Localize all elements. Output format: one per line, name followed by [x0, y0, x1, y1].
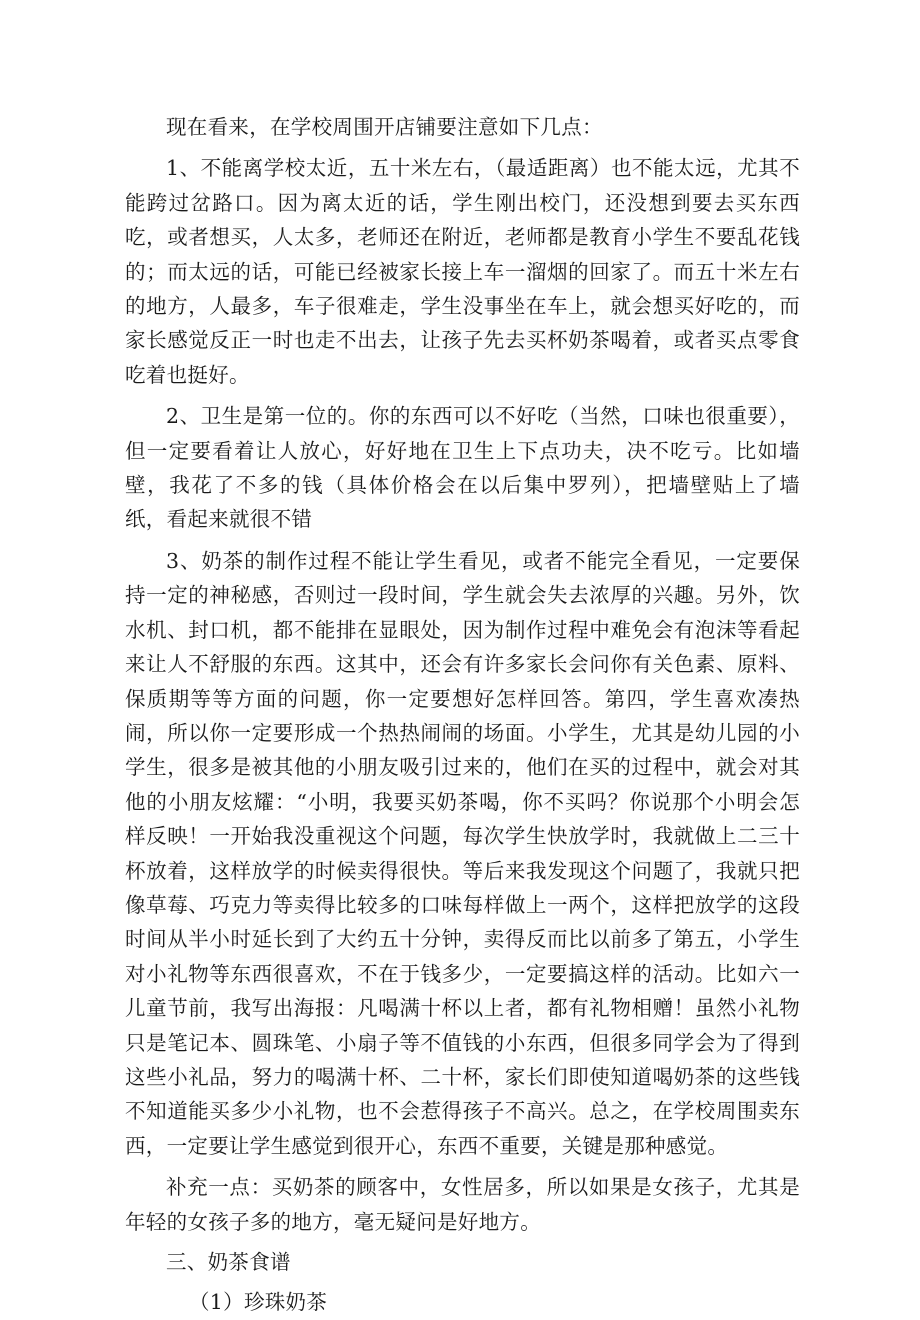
supplement-paragraph: 补充一点：买奶茶的顾客中，女性居多，所以如果是女孩子，尤其是年轻的女孩子多的地方，毫无疑问是好地方。	[125, 1175, 800, 1234]
document-page	[125, 110, 800, 1320]
point-1-paragraph: 1、不能离学校太近，五十米左右，（最适距离）也不能太远，尤其不能跨过岔路口。因为离太近的话，学生刚出校门，还没想到要去买东西吃，或者想买，人太多，老师还在附近，老师都是教育小学生不要乱花钱的；而太远的话，可能已经被家长接上车一溜烟的回家了。而五十米左右的地方，人最多，车子很难走，学生没事坐在车上，就会想买好吃的，而家长感觉反正一时也走不出去，让孩子先去买杯奶茶喝着，或者买点零食吃着也挺好。	[125, 156, 800, 387]
section-heading: 三、奶茶食谱	[166, 1250, 291, 1274]
subsection-heading: （1）珍珠奶茶	[189, 1290, 328, 1315]
intro-paragraph: 现在看来，在学校周围开店铺要注意如下几点：	[166, 115, 603, 139]
point-2-paragraph: 2、卫生是第一位的。你的东西可以不好吃（当然，口味也很重要），但一定要看着让人放心，好好地在卫生上下点功夫，决不吃亏。比如墙壁，我花了不多的钱（具体价格会在以后集中罗列），把墙壁贴上了墙纸，看起来就很不错	[125, 404, 800, 532]
point-3-paragraph: 3、奶茶的制作过程不能让学生看见，或者不能完全看见，一定要保持一定的神秘感，否则过一段时间，学生就会失去浓厚的兴趣。另外，饮水机、封口机，都不能排在显眼处，因为制作过程中难免会有泡沫等看起来让人不舒服的东西。这其中，还会有许多家长会问你有关色素、原料、保质期等等方面的问题，你一定要想好怎样回答。第四，学生喜欢凑热闹，所以你一定要形成一个热热闹闹的场面。小学生，尤其是幼儿园的小学生，很多是被其他的小朋友吸引过来的，他们在买的过程中，就会对其他的小朋友炫耀：“小明，我要买奶茶喝，你不买吗？你说那个小明会怎样反映！一开始我没重视这个问题，每次学生快放学时，我就做上二三十杯放着，这样放学的时候卖得很快。等后来我发现这个问题了，我就只把像草莓、巧克力等卖得比较多的口味每样做上一两个，这样把放学的这段时间从半小时延长到了大约五十分钟，卖得反而比以前多了第五，小学生对小礼物等东西很喜欢，不在于钱多少，一定要搞这样的活动。比如六一儿童节前，我写出海报：凡喝满十杯以上者，都有礼物相赠！虽然小礼物只是笔记本、圆珠笔、小扇子等不值钱的小东西，但很多同学会为了得到这些小礼品，努力的喝满十杯、二十杯，家长们即使知道喝奶茶的这些钱不知道能买多少小礼物，也不会惹得孩子不高兴。总之，在学校周围卖东西，一定要让学生感觉到很开心，东西不重要，关键是那种感觉。	[125, 548, 800, 1158]
